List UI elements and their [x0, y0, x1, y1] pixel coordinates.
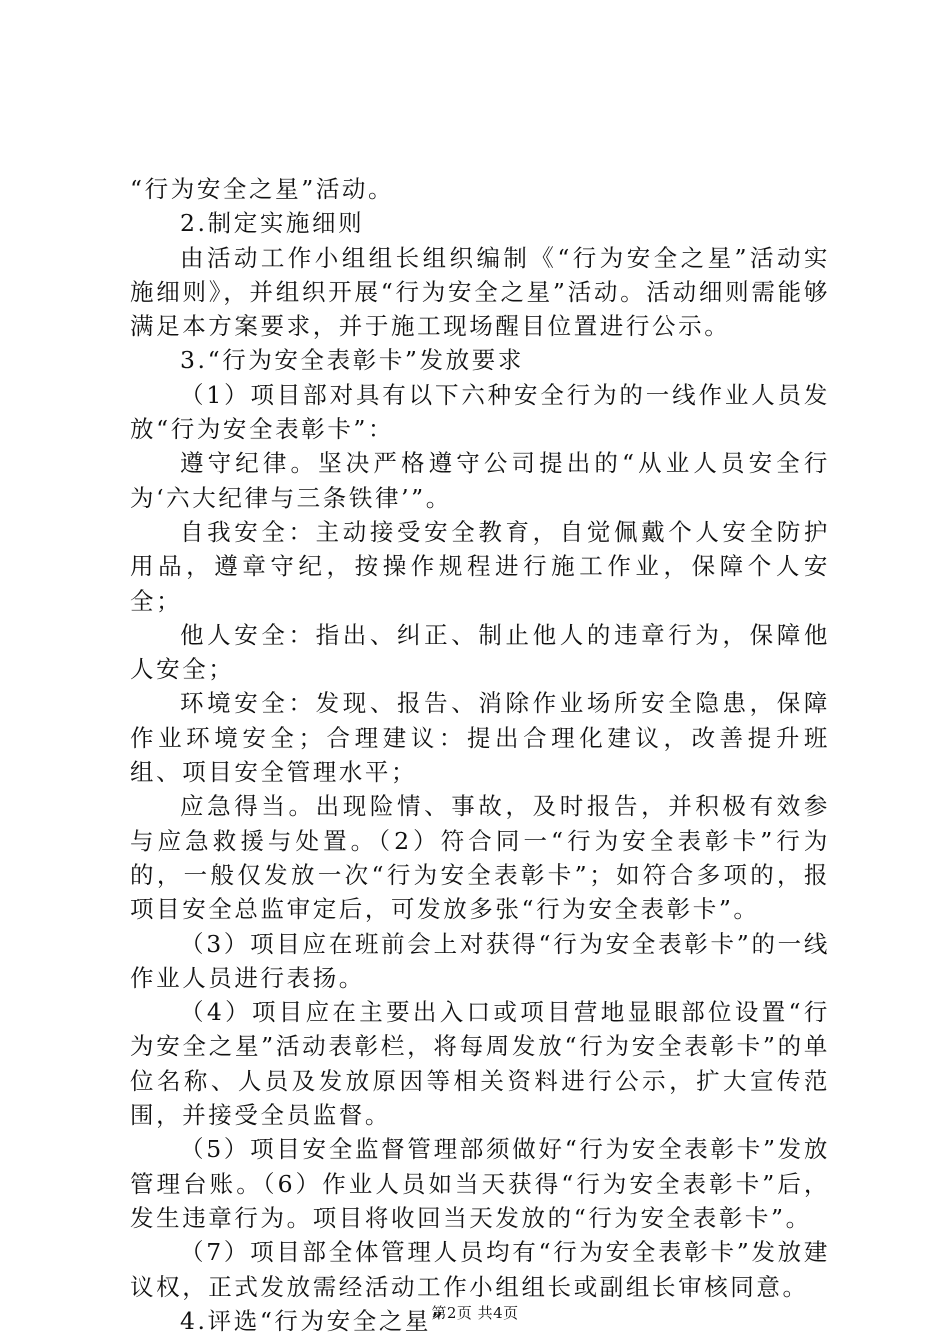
paragraph-continuation: “行为安全之星”活动。 [130, 175, 395, 203]
document-body [130, 172, 830, 1338]
section-heading-4: 4.评选“行为安全之星” [180, 1306, 446, 1335]
list-item-1: （1）项目部对具有以下六种安全行为的一线作业人员发放“行为安全表彰卡”： [130, 380, 830, 444]
section-heading-3: 3.“行为安全表彰卡”发放要求 [180, 346, 524, 375]
paragraph: 应急得当。出现险情、事故，及时报告，并积极有效参与应急救援与处置。（2）符合同一“行为安全表彰卡”行为的，一般仅发放一次“行为安全表彰卡”；如符合多项的，报项目安全总监审定后，可发放多张“行为安全表彰卡”。 [130, 792, 830, 924]
list-item-7: （7）项目部全体管理人员均有“行为安全表彰卡”发放建议权，正式发放需经活动工作小组组长或副组长审核同意。 [130, 1238, 830, 1301]
page-number-footer: 第2页 共4页 [431, 1304, 519, 1322]
paragraph: 由活动工作小组组长组织编制《“行为安全之星”活动实施细则》，并组织开展“行为安全之星”活动。活动细则需能够满足本方案要求，并于施工现场醒目位置进行公示。 [130, 243, 830, 341]
section-heading-2: 2.制定实施细则 [180, 209, 365, 238]
list-item-4: （4）项目应在主要出入口或项目营地显眼部位设置“行为安全之星”活动表彰栏，将每周发放“行为安全表彰卡”的单位名称、人员及发放原因等相关资料进行公示，扩大宣传范围，并接受全员监督。 [130, 998, 830, 1130]
paragraph: 自我安全：主动接受安全教育，自觉佩戴个人安全防护用品，遵章守纪，按操作规程进行施工作业，保障个人安全； [130, 517, 830, 615]
paragraph: 遵守纪律。坚决严格遵守公司提出的“从业人员安全行为‘六大纪律与三条铁律’”。 [130, 449, 830, 512]
paragraph: 他人安全：指出、纠正、制止他人的违章行为，保障他人安全； [130, 620, 830, 684]
paragraph: 环境安全：发现、报告、消除作业场所安全隐患，保障作业环境安全；合理建议：提出合理化建议，改善提升班组、项目安全管理水平； [130, 689, 830, 787]
list-item-3: （3）项目应在班前会上对获得“行为安全表彰卡”的一线作业人员进行表扬。 [130, 929, 830, 992]
list-item-5: （5）项目安全监督管理部须做好“行为安全表彰卡”发放管理台账。（6）作业人员如当天获得“行为安全表彰卡”后，发生违章行为。项目将收回当天发放的“行为安全表彰卡”。 [130, 1135, 830, 1232]
